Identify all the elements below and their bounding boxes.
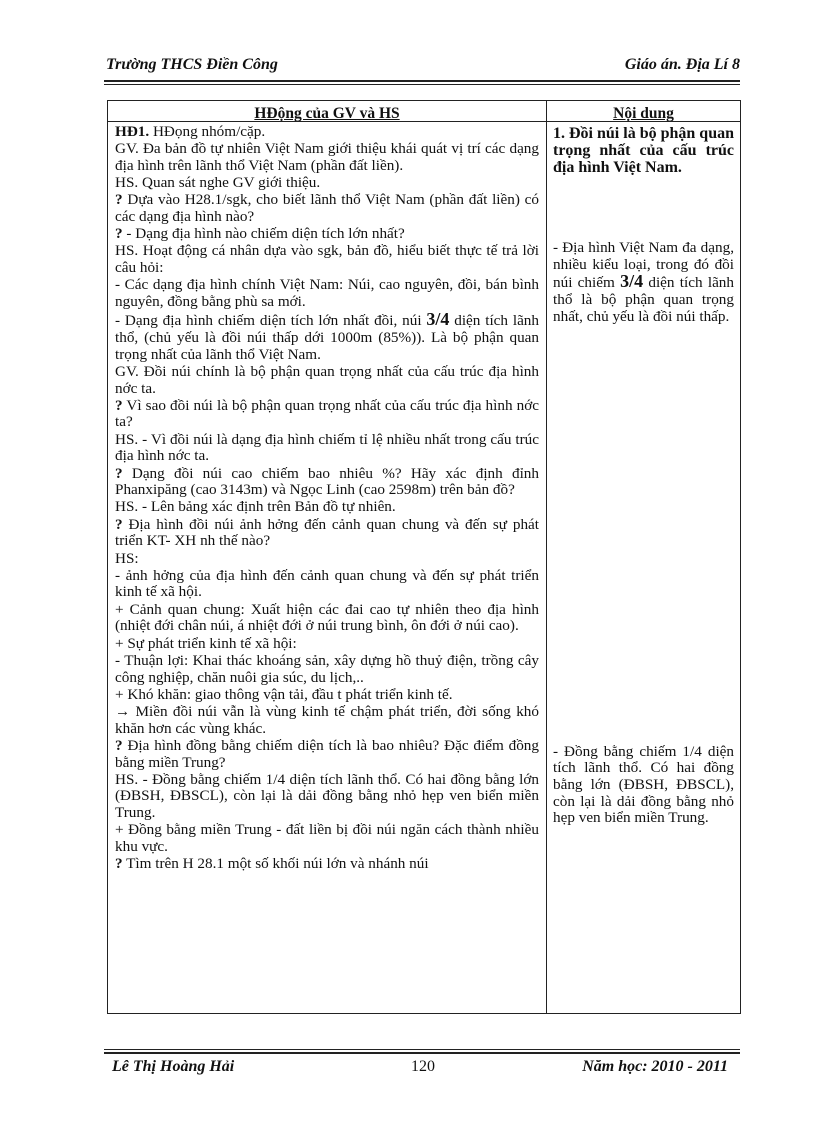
footer-rule-thin xyxy=(104,1049,740,1050)
activity-para: HS: xyxy=(115,549,139,567)
activity-content xyxy=(108,122,546,873)
content-para: - Đồng bằng chiếm 1/4 diện tích lãnh thổ. Có hai đồng bằng lớn (ĐBSH, ĐBSCL), còn lại là dải đồng bằng nhỏ hẹp ven biển miền Trung. xyxy=(553,742,734,827)
activity-para xyxy=(115,704,539,737)
activity-para: HS. Quan sát nghe GV giới thiệu. xyxy=(115,174,321,192)
activity-para xyxy=(115,311,539,363)
activity-column xyxy=(108,101,547,1013)
school-name: Trường THCS Điền Công xyxy=(106,56,278,73)
author-name: Lê Thị Hoàng Hải xyxy=(112,1058,235,1075)
question-para xyxy=(115,466,539,499)
page-header xyxy=(104,52,740,80)
question-mark: ? xyxy=(115,515,123,533)
arrow-icon: → xyxy=(115,702,131,720)
question-text: Tìm trên H 28.1 một số khối núi lớn và nhánh núi xyxy=(122,855,429,873)
fraction: 3/4 xyxy=(620,271,644,292)
content-body xyxy=(547,122,740,827)
activity-para: - ảnh hởng của địa hình đến cảnh quan chung và đến sự phát triển kinh tế xã hội. xyxy=(115,566,539,601)
question-para xyxy=(115,192,539,225)
question-para xyxy=(115,517,539,550)
content-column-header: Nội dung xyxy=(547,101,740,122)
activity-para: - Thuận lợi: Khai thác khoáng sản, xây dựng hồ thuỷ điện, trồng cây công nghiệp, chăn nuôi gia súc, du lịch,.. xyxy=(115,651,539,686)
spacer xyxy=(553,326,734,744)
activity-para: + Sự phát triển kinh tế xã hội: xyxy=(115,634,297,652)
activity-para: - Các dạng địa hình chính Việt Nam: Núi, cao nguyên, đồi, bán bình nguyên, đồng bằng phù sa mới. xyxy=(115,276,539,311)
activity-text: - Dạng địa hình chiếm diện tích lớn nhất đồi, núi xyxy=(115,312,427,330)
activity-column-header: HĐộng của GV và HS xyxy=(108,101,546,122)
activity-para: HS. - Lên bảng xác định trên Bản đồ tự nhiên. xyxy=(115,498,396,516)
question-para xyxy=(115,856,539,873)
fraction: 3/4 xyxy=(426,309,450,330)
activity-text: HĐọng nhóm/cặp. xyxy=(149,123,266,140)
content-column xyxy=(547,101,740,1013)
question-para xyxy=(115,738,539,771)
activity-text: Miền đồi núi vẫn là vùng kinh tế chậm phát triển, đời sống khó khăn hơn các vùng khác. xyxy=(115,702,539,737)
footer-rule xyxy=(104,1052,740,1054)
header-rule-thin xyxy=(104,84,740,85)
section-title: 1. Đồi núi là bộ phận quan trọng nhất của cấu trúc địa hình Việt Nam. xyxy=(553,125,734,176)
activity-text: diện tích lãnh thổ, (chủ yếu là đồi núi thấp dới 1000m (85%)). Là bộ phận quan trọng nhất của lãnh thổ Việt Nam. xyxy=(115,312,539,363)
question-text: Địa hình đồng bằng chiếm diện tích là bao nhiêu? Đặc điểm đồng bằng miền Trung? xyxy=(115,736,539,771)
activity-para: GV. Đồi núi chính là bộ phận quan trọng nhất của cấu trúc địa hình nớc ta. xyxy=(115,362,539,397)
question-para xyxy=(115,226,539,243)
question-mark: ? xyxy=(115,225,123,243)
activity-para: + Cảnh quan chung: Xuất hiện các đai cao tự nhiên theo địa hình (nhiệt đới chân núi, á nhiệt đới ở núi trung bình, ôn đới ở núi cao). xyxy=(115,600,539,635)
question-text: Dựa vào H28.1/sgk, cho biết lãnh thổ Việt Nam (phần đất liền) có các dạng địa hình nào? xyxy=(115,191,539,226)
question-text: Địa hình đồi núi ảnh hởng đến cảnh quan chung và đến sự phát triển KT- XH nh thế nào? xyxy=(115,515,539,550)
question-mark: ? xyxy=(115,464,123,482)
subject-name: Giáo án. Địa Lí 8 xyxy=(624,56,740,73)
question-mark: ? xyxy=(115,396,123,414)
activity-para: + Khó khăn: giao thông vận tải, đầu t phát triển kinh tế. xyxy=(115,685,453,703)
activity-para xyxy=(115,124,539,141)
question-text: - Dạng địa hình nào chiếm diện tích lớn nhất? xyxy=(122,225,405,243)
activity-label: HĐ1. xyxy=(115,123,150,140)
activity-para: HS. Hoạt động cá nhân dựa vào sgk, bản đồ, hiểu biết thực tế trả lời câu hỏi: xyxy=(115,242,539,277)
content-text: - Địa hình Việt Nam đa dạng, nhiều kiểu loại, trong đó đồi núi chiếm xyxy=(553,239,734,292)
question-mark: ? xyxy=(115,736,123,754)
content-text: diện tích lãnh thổ là bộ phận quan trọng nhất, chủ yếu là đồi núi thấp. xyxy=(553,274,734,325)
question-mark: ? xyxy=(115,855,123,873)
header-rule xyxy=(104,80,740,82)
spacer xyxy=(553,176,734,240)
school-year: Năm học: 2010 - 2011 xyxy=(582,1058,728,1075)
question-text: Dạng đồi núi cao chiếm bao nhiêu %? Hãy xác định đỉnh Phanxipăng (cao 3143m) và Ngọc Linh (cao 2598m) trên bản đồ? xyxy=(115,464,539,499)
content-para xyxy=(553,240,734,326)
activity-para: + Đồng bằng miền Trung - đất liền bị đồi núi ngăn cách thành nhiều khu vực. xyxy=(115,821,539,856)
page-number: 120 xyxy=(411,1058,435,1075)
lesson-table xyxy=(107,100,741,1014)
activity-para: HS. - Đồng bằng chiếm 1/4 diện tích lãnh thổ. Có hai đồng bằng lớn (ĐBSH, ĐBSCL), còn lại là dải đồng bằng nhỏ hẹp ven biển miền Trung. xyxy=(115,770,539,822)
activity-para: GV. Đa bản đồ tự nhiên Việt Nam giới thiệu khái quát vị trí các dạng địa hình trên lãnh thổ Việt Nam (phần đất liền). xyxy=(115,140,539,174)
question-text: Vì sao đồi núi là bộ phận quan trọng nhất của cấu trúc địa hình nớc ta? xyxy=(115,396,539,431)
activity-para: HS. - Vì đồi núi là dạng địa hình chiếm tỉ lệ nhiều nhất trong cấu trúc địa hình nớc ta. xyxy=(115,430,539,465)
question-mark: ? xyxy=(115,191,123,209)
question-para xyxy=(115,398,539,431)
page-footer xyxy=(104,1058,740,1082)
